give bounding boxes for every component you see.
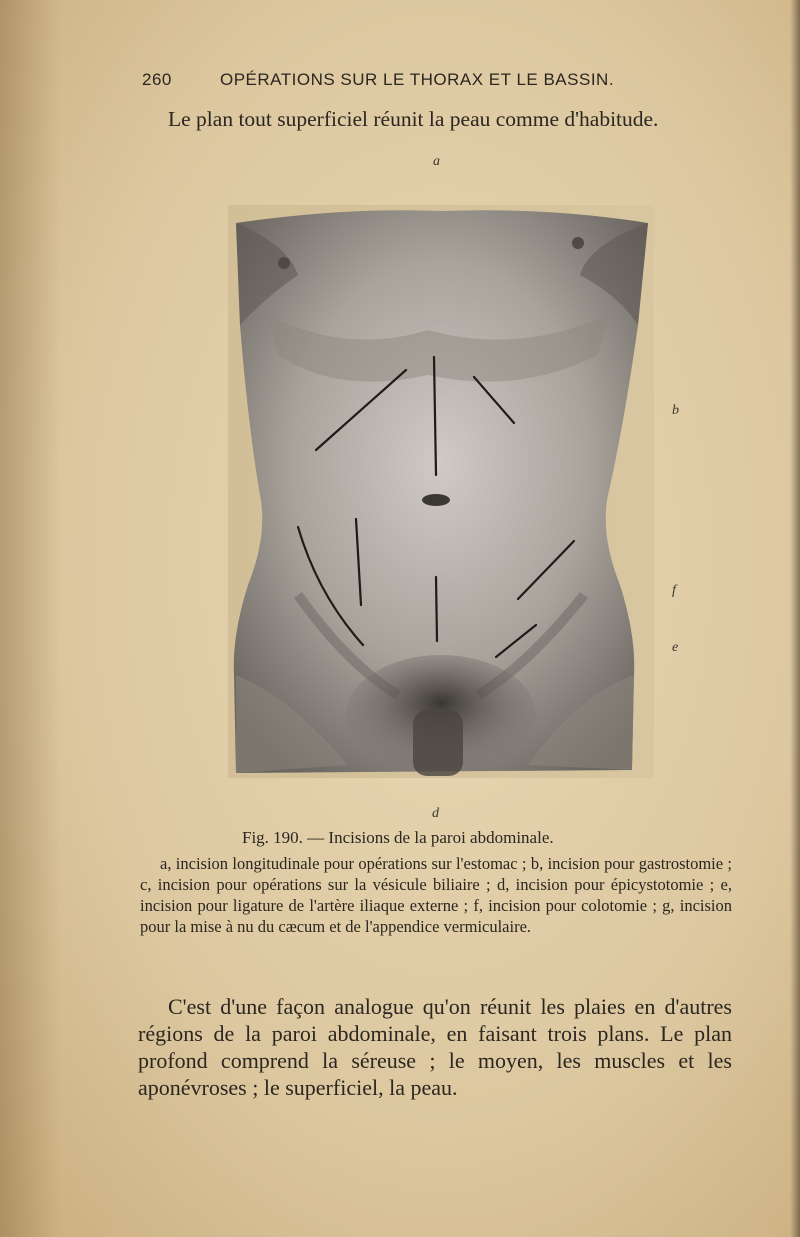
- nipple-left: [278, 257, 290, 269]
- figure-label-a: a: [433, 154, 440, 169]
- figure-label-e: e: [672, 640, 679, 655]
- figure-label-d: d: [432, 806, 439, 821]
- page-gutter-shadow: [0, 0, 60, 1237]
- navel: [422, 494, 450, 506]
- incision-median-lower: [436, 577, 437, 641]
- paragraph-bottom: C'est d'une façon analogue qu'on réunit les plaies en d'autres régions de la paroi abdominale, en faisant trois plans. Le plan profond comprend la séreuse ; le moyen, les muscles et les aponévroses ; le superficiel, la peau.: [138, 994, 732, 1100]
- running-title: OPÉRATIONS SUR LE THORAX ET LE BASSIN.: [220, 70, 615, 89]
- running-header: [142, 70, 662, 94]
- figure-label-f: f: [672, 583, 676, 598]
- paragraph-top: Le plan tout superficiel réunit la peau comme d'habitude.: [168, 107, 659, 131]
- figure-label-b: b: [672, 403, 679, 418]
- figure-caption-title: Fig. 190. — Incisions de la paroi abdominale.: [242, 828, 554, 847]
- page-number: 260: [142, 70, 172, 89]
- genital-shadow: [413, 710, 463, 776]
- nipple-right: [572, 237, 584, 249]
- figure-caption-body: a, incision longitudinale pour opérations sur l'estomac ; b, incision pour gastrostomie ; c, incision pour opérations sur la vésicule biliaire ; d, incision pour épicystotomie ; e, incision pour ligature de l'artère iliaque externe ; f, incision pour colotomie ; g, incision pour la mise à nu du cæcum et de l'appendice vermiculaire.: [140, 854, 732, 936]
- page-right-edge: [790, 0, 800, 1237]
- torso-illustration: [228, 205, 654, 778]
